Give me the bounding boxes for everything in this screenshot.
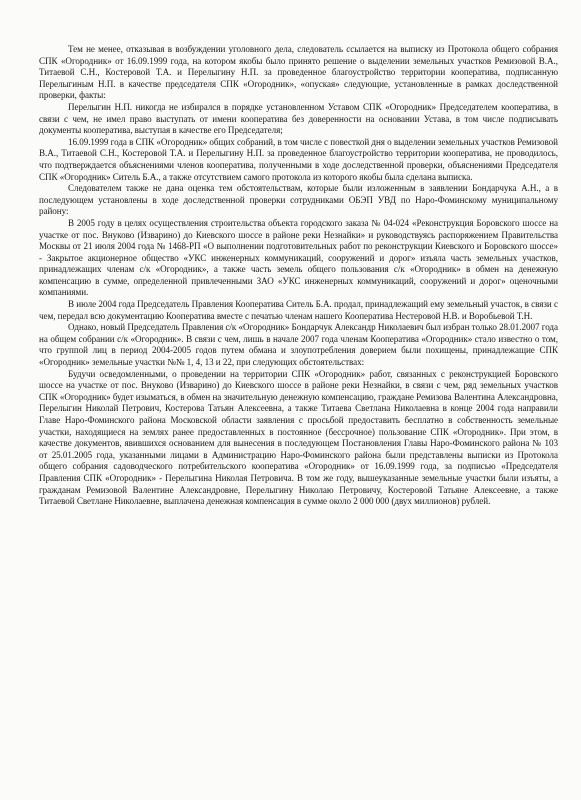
document-body — [39, 44, 558, 508]
paragraph-8: Будучи осведомленными, о проведении на территории СПК «Огородник» работ, связанных с реконструкцией Боровского шоссе на участке от пос. Внуково (Изварино) до Киевского шоссе в районе реки Незнайки, в связи с чем, ряд земельных участков СПК «Огородник» будет изыматься, в обмен на значительную денежную компенсацию, граждане Ремизова Валентина Александровна, Перелыгин Николай Петрович, Костерова Татьян Алексеевна, а также Титаева Светлана Николаевна в конце 2004 года направили Главе Наро-Фоминского района Московской области заявления с просьбой предоставить бесплатно в собственность земельные участки, находящиеся на землях ранее предоставленных в постоянное (бессрочное) пользование СПК «Огородник». При этом, в качестве документов, явившихся основанием для вынесения в последующем Постановления Главы Наро-Фоминского района № 103 от 25.01.2005 года, указанными лицами в Администрацию Наро-Фоминского района были представлены выписки из Протокола общего собрания садоводческого потребительского кооператива «Огородник» от 16.09.1999 года, за подписью «Председателя Правления СПК «Огородник» - Перелыгина Николая Петровича. В том же году, вышеуказанные земельные участки были изъяты, а гражданам Ремизовой Валентине Александровне, Перелыгину Николаю Петровичу, Костеровой Татьяне Алексеевне, а также Титаевой Светлане Николаевне, выплачена денежная компенсация в сумме около 2 000 000 (двух миллионов) рублей. — [39, 368, 558, 507]
paragraph-5: В 2005 году в целях осуществления строительства объекта городского заказа № 04-024 «Реконструкция Боровского шоссе на участке от пос. Внуково (Изварино) до Киевского шоссе в районе реки Незнайки» и руководствуясь распоряжением Правительства Москвы от 21 июля 2004 года № 1468-РП «О выполнении подготовительных работ по реконструкции Киевского и Боровского шоссе» - Закрытое акционерное общество «УКС инженерных коммуникаций, сооружений и дорог» изъяла часть земельных участков, принадлежащих членам с/к «Огородник», а также часть земель общего пользования с/к «Огородник» в обмен на денежную компенсацию в сумме, определенной привлеченными ЗАО «УКС инженерных коммуникаций, сооружений и дорог» оценочными компаниями. — [39, 217, 558, 298]
paragraph-2: Перелыгин Н.П. никогда не избирался в порядке установленном Уставом СПК «Огородник» Председателем кооператива, в связи с чем, не имел право выступать от имени кооператива без доверенности на основании Устава, в том числе подписывать документы кооператива, выступая в качестве его Председателя; — [39, 101, 558, 136]
paragraph-4: Следователем также не дана оценка тем обстоятельствам, которые были изложенным в заявлении Бондарчука А.Н., а в последующем установлены в ходе доследственной проверки сотрудниками ОБЭП УВД по Наро-Фоминскому муниципальному району: — [39, 183, 558, 217]
paragraph-1: Тем не менее, отказывая в возбуждении уголовного дела, следователь ссылается на выписку из Протокола общего собрания СПК «Огородник» от 16.09.1999 года, на котором якобы было принято решение о выделении земельных участков Ремизовой В.А., Титаевой С.Н., Костеровой Т.А. и Перелыгину Н.П. за проведенное благоустройство территории кооператива, подписанную Перелыгиным Н.П. в качестве председателя СПК «Огородник», «опуская» следующие, установленные в рамках доследственной проверки, факты: — [39, 44, 558, 101]
paragraph-7: Однако, новый Председатель Правления с/к «Огородник» Бондарчук Александр Николаевич был избран только 28.01.2007 года на общем собрании с/к «Огородник». В связи с чем, лишь в начале 2007 года членам Кооператива «Огородник» стало известно о том, что группой лиц в период 2004-2005 годов путем обмана и злоупотребления доверием были похищены, принадлежащие СПК «Огородник» земельные участки №№ 1, 4, 13 и 22, при следующих обстоятельствах: — [39, 322, 558, 368]
paragraph-6: В июле 2004 года Председатель Правления Кооператива Ситель Б.А. продал, принадлежащий ему земельный участок, в связи с чем, передал всю документацию Кооператива вместе с печатью членам нашего Кооператива Нестеровой Н.В. и Воробьевой Т.Н. — [39, 299, 558, 321]
paragraph-3: 16.09.1999 года в СПК «Огородник» общих собраний, в том числе с повесткой дня о выделении земельных участков Ремизовой В.А., Титаевой С.Н., Костеровой Т.А. и Перелыгину Н.П. за проведенное благоустройство территории кооператива, не проводилось, что подтверждается объяснениями членов кооператива, полученными в ходе доследственной проверки, объяснениями Председателя СПК «Огородник» Ситель Б.А., а также отсутствием самого протокола из которого якобы была сделана выписка. — [39, 136, 558, 182]
